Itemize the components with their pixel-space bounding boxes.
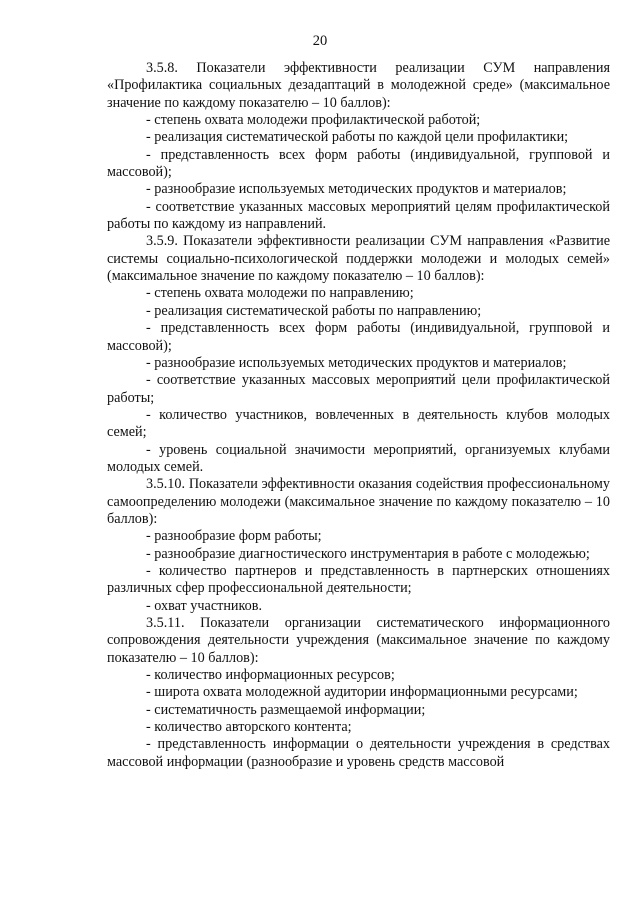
list-item: - реализация систематической работы по каждой цели профилактики; <box>146 129 569 146</box>
document-body <box>107 60 610 771</box>
list-item: - степень охвата молодежи профилактической работой; <box>146 112 481 129</box>
list-item: - систематичность размещаемой информации; <box>146 701 426 718</box>
section-heading-3-5-11: 3.5.11. Показатели организации систематического информационного сопровождения деятельности учреждения (максимальное значение по каждому показателю – 10 баллов): <box>107 615 610 666</box>
list-item: - представленность всех форм работы (индивидуальной, групповой и массовой); <box>107 320 610 354</box>
list-item: - разнообразие используемых методических продуктов и материалов; <box>146 354 567 371</box>
list-item: - представленность всех форм работы (индивидуальной, групповой и массовой); <box>107 146 610 181</box>
list-item: - разнообразие используемых методических продуктов и материалов; <box>146 181 567 198</box>
list-item: - уровень социальной значимости мероприятий, организуемых клубами молодых семей. <box>107 441 610 475</box>
list-item: - степень охвата молодежи по направлению; <box>146 285 414 302</box>
list-item: - широта охвата молодежной аудитории информационными ресурсами; <box>146 684 578 701</box>
page-number: 20 <box>312 33 328 49</box>
list-item: - количество партнеров и представленность в партнерских отношениях различных сфер профессиональной деятельности; <box>107 562 610 597</box>
list-item: - реализация систематической работы по направлению; <box>146 302 482 319</box>
list-item: - соответствие указанных массовых мероприятий целям профилактической работы по каждому из направлений. <box>107 198 610 233</box>
list-item: - разнообразие диагностического инструментария в работе с молодежью; <box>146 545 590 562</box>
list-item: - представленность информации о деятельности учреждения в средствах массовой информации (разнообразие и уровень средств массовой <box>107 736 610 770</box>
section-heading-3-5-9: 3.5.9. Показатели эффективности реализации СУМ направления «Развитие системы социально-психологической поддержки молодежи и молодых семей» (максимальное значение по каждому показателю – 10 баллов): <box>107 233 610 285</box>
section-heading-3-5-8: 3.5.8. Показатели эффективности реализации СУМ направления «Профилактика социальных дезадаптаций в молодежной среде» (максимальное значение по каждому показателю – 10 баллов): <box>107 60 610 111</box>
list-item: - охват участников. <box>146 597 263 614</box>
list-item: - количество авторского контента; <box>146 719 352 736</box>
list-item: - разнообразие форм работы; <box>146 528 322 545</box>
list-item: - количество участников, вовлеченных в деятельность клубов молодых семей; <box>107 406 610 441</box>
list-item: - соответствие указанных массовых мероприятий цели профилактической работы; <box>107 372 610 406</box>
section-heading-3-5-10: 3.5.10. Показатели эффективности оказания содействия профессиональному самоопределению молодежи (максимальное значение по каждому показателю – 10 баллов): <box>107 476 610 527</box>
list-item: - количество информационных ресурсов; <box>146 667 395 684</box>
